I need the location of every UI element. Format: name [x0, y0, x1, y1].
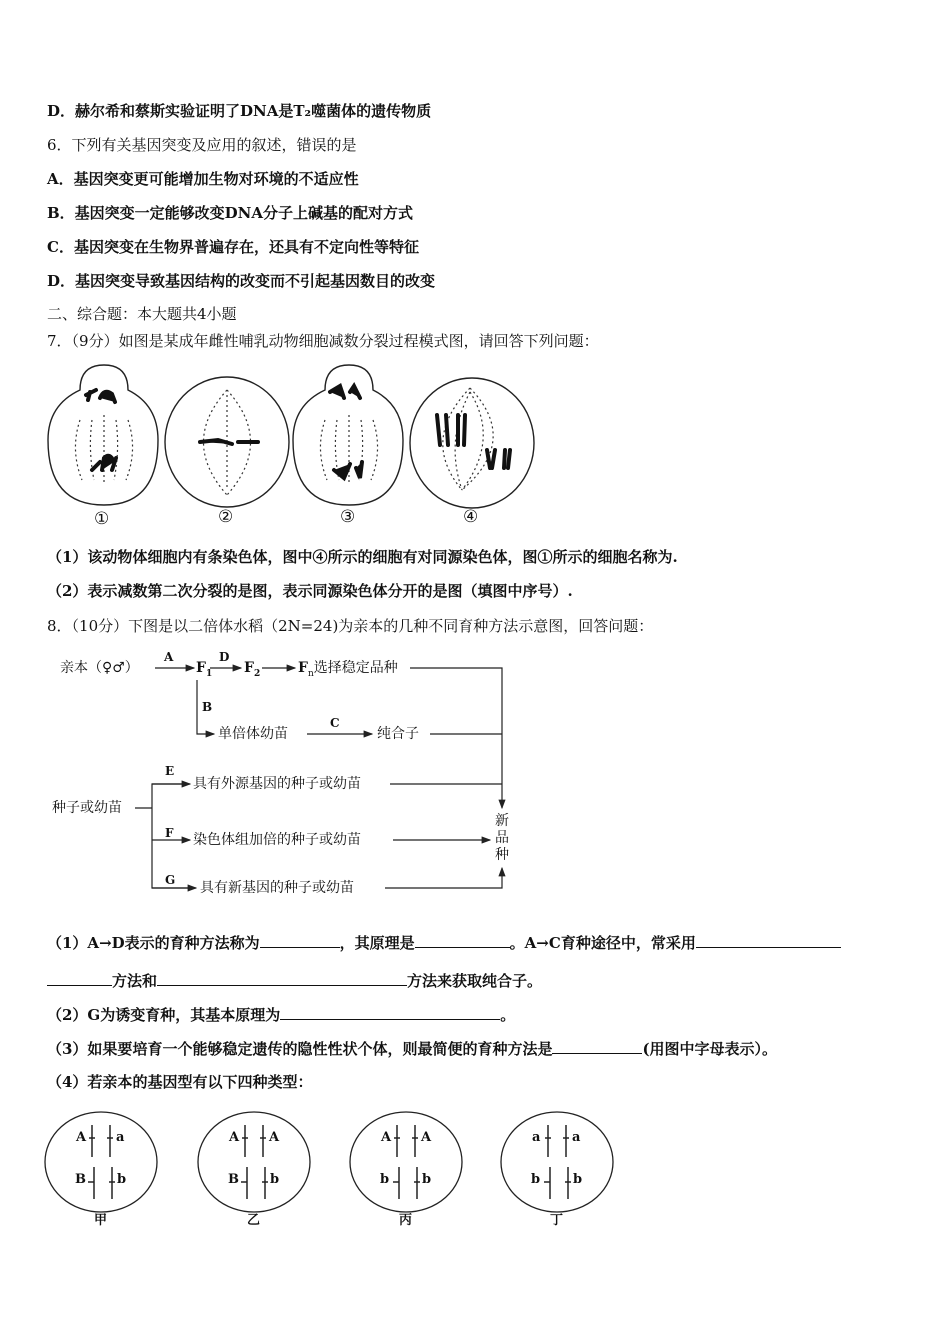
answer-blank[interactable]	[47, 971, 112, 986]
flow-label-f: F	[165, 826, 174, 840]
flow-fn-sub: n	[307, 668, 314, 679]
gene-label: b	[380, 1172, 390, 1187]
q6-option-b: B．基因突变一定能够改变DNA分子上碱基的配对方式	[47, 204, 414, 222]
flow-fn-text: F	[298, 660, 308, 676]
answer-blank[interactable]	[280, 1005, 500, 1020]
q7-stem: 7．（9分）如图是某成年雌性哺乳动物细胞减数分裂过程模式图，请回答下列问题：	[47, 332, 599, 350]
q8-sub1-text-a: （1）A→D表示的育种方法称为	[47, 934, 260, 952]
figure-label-4: ④	[463, 507, 479, 527]
q8-sub1-line1	[47, 933, 841, 953]
flow-haploid: 单倍体幼苗	[218, 726, 288, 742]
gene-label: a	[116, 1130, 125, 1145]
flow-f1-text: F	[196, 660, 206, 676]
gene-label: A	[76, 1130, 87, 1145]
flow-label-d: D	[219, 650, 230, 664]
q7-sub1: （1）该动物体细胞内有条染色体，图中④所示的细胞有对同源染色体，图①所示的细胞名称为.	[47, 548, 678, 566]
flow-f1	[196, 659, 212, 683]
cell-4-outline	[410, 378, 534, 508]
gene-label: b	[422, 1172, 432, 1187]
flow-label-e: E	[165, 764, 175, 778]
gene-label: B	[228, 1172, 239, 1187]
new-variety-char: 品	[495, 830, 509, 846]
new-variety-char: 种	[495, 847, 509, 863]
flow-f2-text: F	[244, 660, 254, 676]
answer-blank[interactable]	[415, 933, 510, 948]
q6-option-c: C．基因突变在生物界普遍存在，还具有不定向性等特征	[47, 238, 419, 256]
figure-label-3: ③	[340, 507, 356, 527]
q8-sub1-text-b: ，其原理是	[339, 934, 415, 952]
flow-fn	[298, 659, 398, 683]
gene-label: b	[117, 1172, 127, 1187]
genotype-name: 丁	[550, 1213, 564, 1228]
figure-label-1: ①	[94, 509, 110, 529]
q8-sub2-text-a: （2）G为诱变育种，其基本原理为	[47, 1006, 281, 1024]
answer-blank[interactable]	[260, 933, 340, 948]
answer-blank[interactable]	[552, 1039, 642, 1054]
q8-sub4: （4）若亲本的基因型有以下四种类型：	[47, 1073, 313, 1091]
flow-f1-sub: 1	[205, 668, 213, 679]
flow-fn-desc: 选择稳定品种	[313, 660, 398, 676]
q5-option-d: D．赫尔希和蔡斯实验证明了DNA是T₂噬菌体的遗传物质	[47, 102, 432, 120]
answer-blank[interactable]	[157, 971, 407, 986]
q6-stem: 6．下列有关基因突变及应用的叙述，错误的是	[47, 136, 357, 154]
q6-option-a: A．基因突变更可能增加生物对环境的不适应性	[47, 170, 359, 188]
gene-label: A	[229, 1130, 240, 1145]
flow-new-variety	[495, 813, 511, 864]
q8-stem: 8．（10分）下图是以二倍体水稻（2N=24)为亲本的几种不同育种方法示意图，回答问题：	[47, 617, 654, 635]
flow-f-text: 染色体组加倍的种子或幼苗	[193, 832, 361, 848]
new-variety-char: 新	[495, 813, 509, 829]
flow-pure: 纯合子	[377, 726, 419, 742]
flow-f2	[244, 659, 260, 683]
flow-e-text: 具有外源基因的种子或幼苗	[193, 776, 361, 792]
figure-label-2: ②	[218, 507, 234, 527]
q8-sub1-text-c: 。A→C育种途径中，常采用	[509, 934, 696, 952]
q6-option-d: D．基因突变导致基因结构的改变而不引起基因数目的改变	[47, 272, 436, 290]
q8-sub3-text-b: (用图中字母表示）。	[642, 1040, 778, 1058]
q8-sub1-text-e: 方法来获取纯合子。	[407, 972, 543, 990]
cell-1-outline	[48, 365, 158, 505]
gene-label: b	[270, 1172, 280, 1187]
section-title: 二、综合题：本大题共4小题	[47, 305, 237, 323]
q8-sub2	[47, 1005, 515, 1025]
q8-sub1-line2	[47, 971, 542, 991]
q7-sub2: （2）表示减数第二次分裂的是图，表示同源染色体分开的是图（填图中序号）.	[47, 582, 573, 600]
gene-label: b	[573, 1172, 583, 1187]
flow-parent: 亲本（♀♂）	[60, 660, 139, 676]
flow-g-text: 具有新基因的种子或幼苗	[200, 880, 354, 896]
genotype-name: 丙	[399, 1213, 413, 1228]
gene-label: a	[572, 1130, 581, 1145]
flow-f2-sub: 2	[253, 668, 261, 679]
genotype-name: 甲	[94, 1213, 108, 1228]
gene-label: A	[421, 1130, 432, 1145]
cell-2-outline	[165, 377, 289, 507]
q8-sub3	[47, 1039, 777, 1059]
q8-sub3-text-a: （3）如果要培育一个能够稳定遗传的隐性性状个体，则最简便的育种方法是	[47, 1040, 553, 1058]
genotype-name: 乙	[247, 1213, 261, 1228]
gene-label: A	[269, 1130, 280, 1145]
flow-label-b: B	[202, 700, 213, 714]
flow-label-c: C	[330, 716, 340, 730]
cell-3-outline	[293, 365, 403, 505]
flow-label-g: G	[165, 873, 176, 887]
gene-label: A	[381, 1130, 392, 1145]
gene-label: B	[75, 1172, 86, 1187]
gene-label: a	[532, 1130, 541, 1145]
q8-sub1-text-d: 方法和	[112, 972, 158, 990]
flow-label-a: A	[164, 650, 174, 664]
q8-sub2-text-b: 。	[500, 1006, 516, 1024]
gene-label: b	[531, 1172, 541, 1187]
answer-blank[interactable]	[696, 933, 841, 948]
flow-seed: 种子或幼苗	[52, 800, 122, 816]
